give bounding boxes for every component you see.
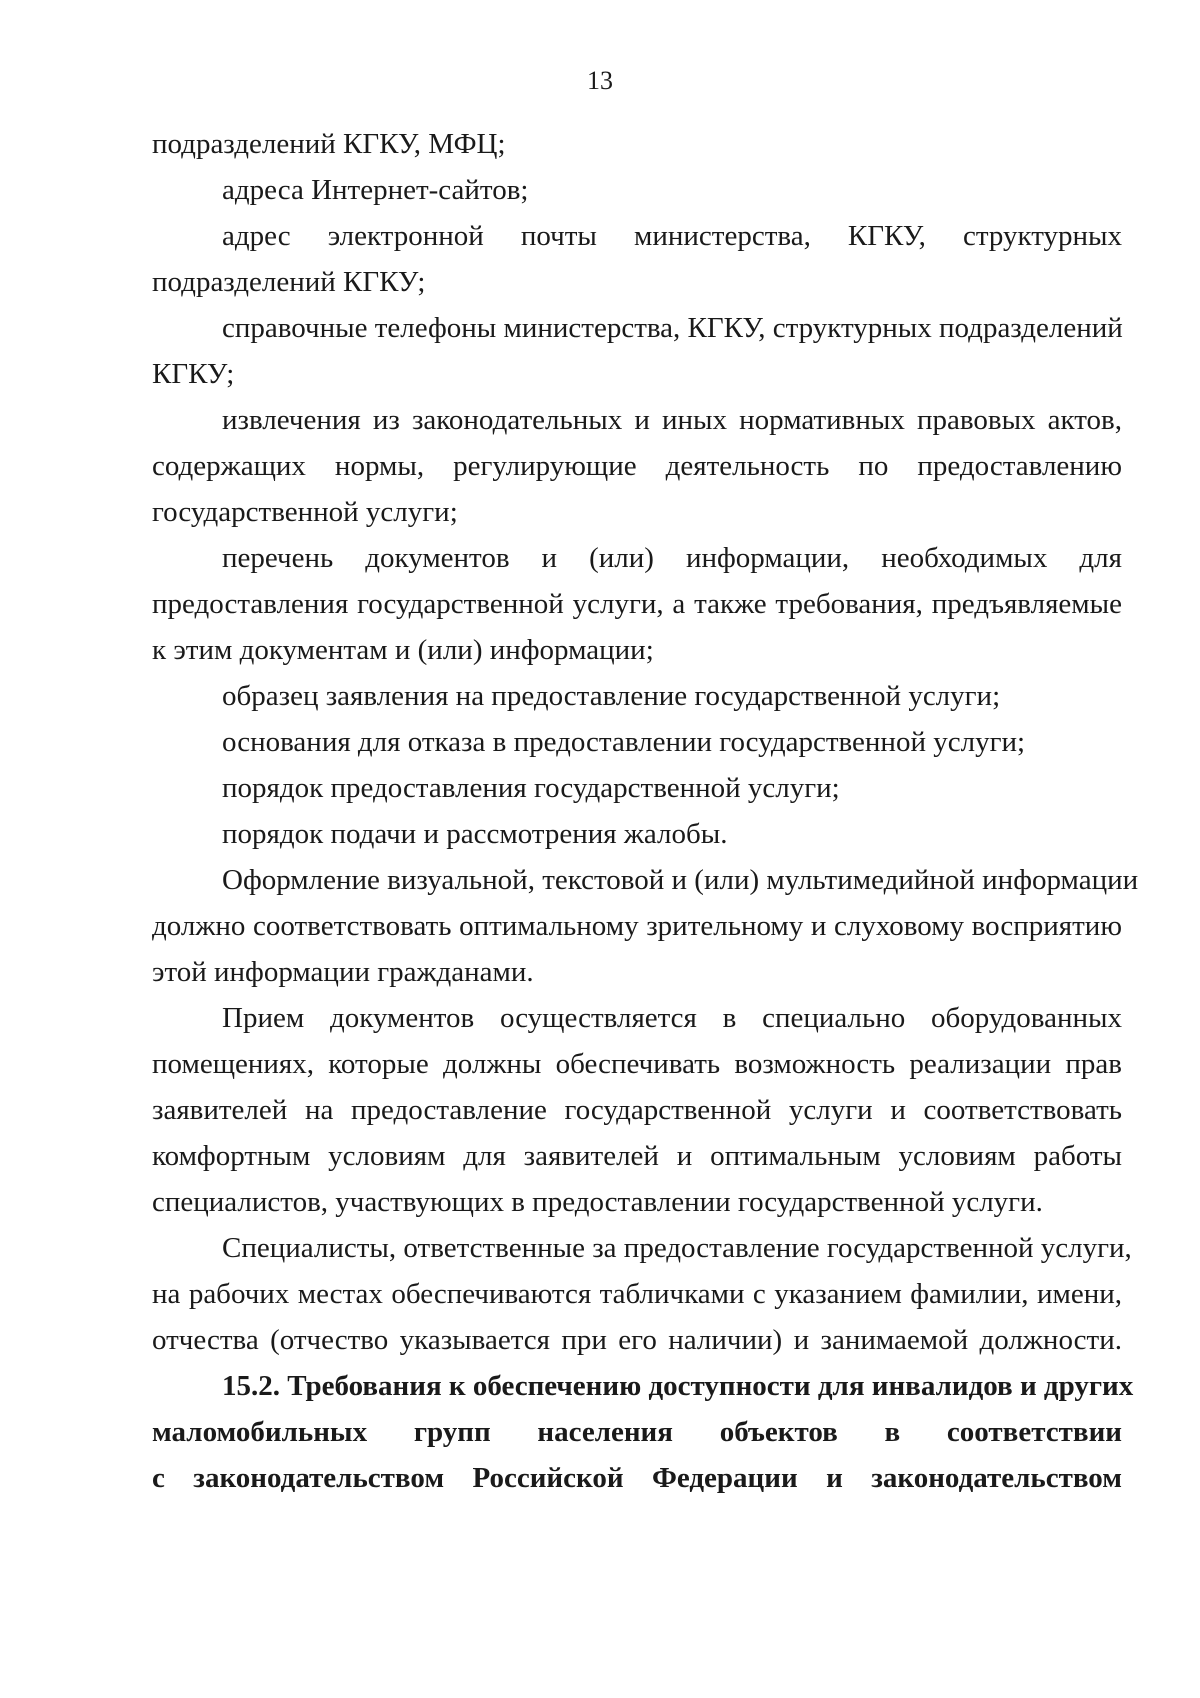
text-line: извлечения из законодательных и иных нормативных правовых актов, xyxy=(222,404,1122,436)
text-line: помещениях, которые должны обеспечивать возможность реализации прав xyxy=(152,1048,1122,1080)
text-line: подразделений КГКУ; xyxy=(152,266,426,298)
text-line: государственной услуги; xyxy=(152,496,458,528)
text-line: заявителей на предоставление государственной услуги и соответствовать xyxy=(152,1094,1122,1126)
text-line: КГКУ; xyxy=(152,358,235,390)
text-line: Оформление визуальной, текстовой и (или) мультимедийной информации xyxy=(222,864,1139,896)
text-line: образец заявления на предоставление государственной услуги; xyxy=(222,680,1001,712)
section-heading-line: 15.2. Требования к обеспечению доступности для инвалидов и других xyxy=(222,1370,1134,1402)
text-line: Специалисты, ответственные за предоставление государственной услуги, xyxy=(222,1232,1132,1264)
text-line: порядок предоставления государственной услуги; xyxy=(222,772,840,804)
text-line: на рабочих местах обеспечиваются табличками с указанием фамилии, имени, xyxy=(152,1278,1122,1310)
text-line: Прием документов осуществляется в специально оборудованных xyxy=(222,1002,1122,1034)
text-line: специалистов, участвующих в предоставлении государственной услуги. xyxy=(152,1186,1043,1218)
text-line: подразделений КГКУ, МФЦ; xyxy=(152,128,506,160)
text-line: комфортным условиям для заявителей и оптимальным условиям работы xyxy=(152,1140,1122,1172)
text-line: этой информации гражданами. xyxy=(152,956,534,988)
section-heading-line: с законодательством Российской Федерации и законодательством xyxy=(152,1462,1122,1494)
text-line: должно соответствовать оптимальному зрительному и слуховому восприятию xyxy=(152,910,1122,942)
text-line: порядок подачи и рассмотрения жалобы. xyxy=(222,818,728,850)
text-line: справочные телефоны министерства, КГКУ, структурных подразделений xyxy=(222,312,1123,344)
page-number: 13 xyxy=(587,66,613,95)
text-line: содержащих нормы, регулирующие деятельность по предоставлению xyxy=(152,450,1122,482)
text-line: отчества (отчество указывается при его наличии) и занимаемой должности. xyxy=(152,1324,1122,1356)
text-line: основания для отказа в предоставлении государственной услуги; xyxy=(222,726,1026,758)
text-line: перечень документов и (или) информации, необходимых для xyxy=(222,542,1122,574)
text-line: адрес электронной почты министерства, КГКУ, структурных xyxy=(222,220,1122,252)
text-line: адреса Интернет-сайтов; xyxy=(222,174,529,206)
section-heading-line: маломобильных групп населения объектов в соответствии xyxy=(152,1416,1122,1448)
text-line: к этим документам и (или) информации; xyxy=(152,634,654,666)
text-line: предоставления государственной услуги, а также требования, предъявляемые xyxy=(152,588,1122,620)
